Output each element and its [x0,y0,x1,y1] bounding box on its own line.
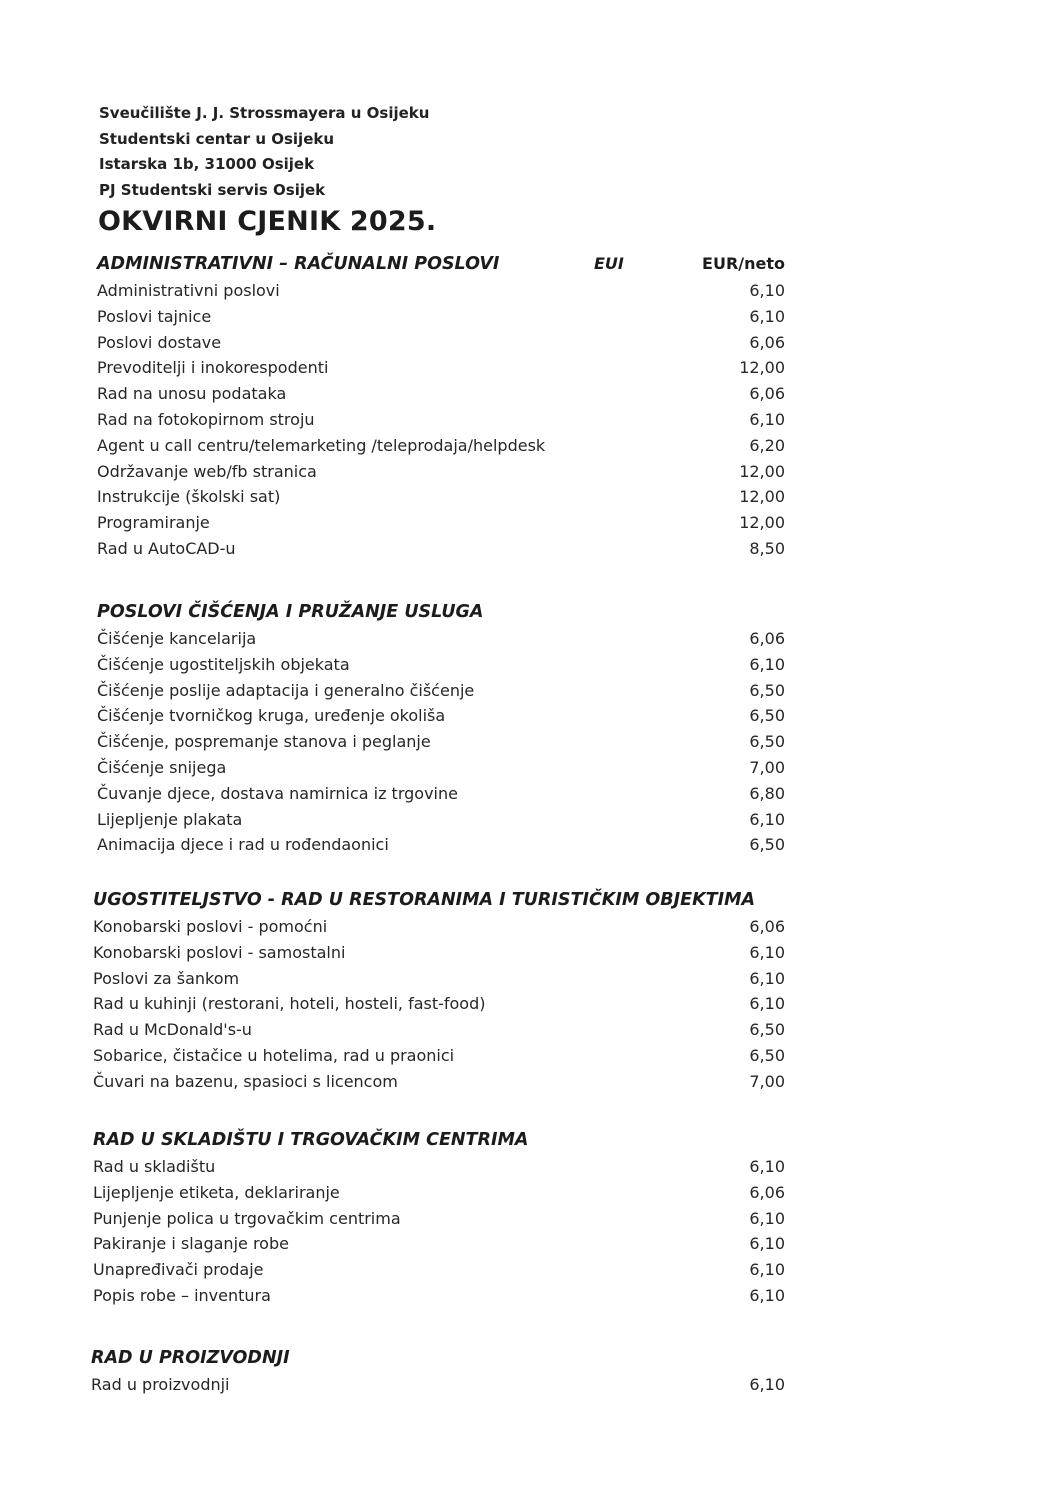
student-center-name: Studentski centar u Osijeku [99,129,335,148]
job-label: Punjenje polica u trgovačkim centrima [93,1208,401,1228]
job-price: 6,50 [749,835,785,855]
price-row [97,729,797,755]
job-price: 6,10 [749,809,785,829]
job-label: Čišćenje kancelarija [97,629,257,648]
job-label: Čišćenje tvorničkog kruga, uređenje okoliša [97,706,446,726]
price-row [97,536,797,562]
price-row [97,781,797,807]
section-administrative [97,250,797,562]
job-price: 12,00 [739,461,785,481]
job-price: 6,10 [749,1208,785,1228]
section-cleaning-services [97,598,797,858]
university-name: Sveučilište J. J. Strossmayera u Osijeku [99,104,430,122]
price-row [93,1154,793,1180]
section-heading-text: ADMINISTRATIVNI – RAČUNALNI POSLOVI [97,254,500,274]
price-row [93,940,793,966]
job-label: Održavanje web/fb stranica [97,461,317,481]
job-price: 6,10 [749,306,785,326]
price-row [97,381,797,407]
job-label: Poslovi dostave [97,332,222,352]
job-label: Prevoditelji i inokorespodenti [97,358,329,378]
job-label: Poslovi za šankom [93,968,240,988]
job-price: 6,10 [749,994,785,1014]
section-heading [97,250,797,278]
unit-name: PJ Studentski servis Osijek [99,180,326,199]
job-label: Instrukcije (školski sat) [97,487,281,507]
section-warehouse-retail [93,1126,793,1309]
job-label: Čuvari na bazenu, spasioci s licencom [93,1071,398,1091]
price-row [97,807,797,833]
job-label: Programiranje [97,513,210,533]
job-price: 6,50 [749,732,785,752]
section-hospitality [93,886,793,1095]
price-row [93,1231,793,1257]
job-price: 6,10 [749,654,785,674]
price-row [97,355,797,381]
section-heading-text: UGOSTITELJSTVO - RAD U RESTORANIMA I TURISTIČKIM OBJEKTIMA [93,890,756,910]
job-label: Rad u kuhinji (restorani, hoteli, hosteli, fast-food) [93,994,486,1014]
price-row [97,484,797,510]
price-row [97,330,797,356]
price-row [97,510,797,536]
job-price: 7,00 [749,757,785,777]
job-label: Rad na fotokopirnom stroju [97,409,315,429]
job-price: 6,10 [749,1285,785,1305]
job-label: Rad u proizvodnji [91,1375,230,1394]
job-label: Čišćenje ugostiteljskih objekata [97,654,350,674]
address: Istarska 1b, 31000 Osijek [99,155,315,174]
document-title: OKVIRNI CJENIK 2025. [98,206,437,237]
job-label: Rad u AutoCAD-u [97,538,236,558]
price-row [93,1206,793,1232]
section-heading-text: RAD U PROIZVODNJI [91,1348,290,1368]
price-row [97,459,797,485]
job-label: Agent u call centru/telemarketing /teleprodaja/helpdesk [97,435,546,455]
price-row [91,1372,791,1398]
job-label: Popis robe – inventura [93,1285,271,1305]
column-header-eur-neto: EUR/neto [702,254,785,273]
job-price: 6,80 [749,783,785,803]
job-price: 6,20 [749,435,785,455]
section-heading [91,1344,791,1372]
job-price: 6,10 [749,968,785,988]
job-label: Rad na unosu podataka [97,384,287,404]
section-heading [97,598,797,626]
job-price: 12,00 [739,513,785,533]
section-production [91,1344,791,1398]
job-price: 6,06 [749,917,785,936]
price-row [93,966,793,992]
price-row [97,278,797,304]
job-price: 6,10 [749,1260,785,1280]
price-row [93,914,793,940]
job-price: 6,06 [749,629,785,648]
price-row [93,991,793,1017]
section-heading-text: RAD U SKLADIŠTU I TRGOVAČKIM CENTRIMA [93,1130,529,1150]
price-row [93,1017,793,1043]
job-label: Lijepljenje plakata [97,809,243,829]
job-label: Rad u McDonald's-u [93,1020,252,1040]
price-row [93,1180,793,1206]
job-price: 6,50 [749,680,785,700]
job-label: Lijepljenje etiketa, deklariranje [93,1182,340,1202]
job-label: Rad u skladištu [93,1157,216,1176]
job-label: Sobarice, čistačice u hotelima, rad u praonici [93,1045,455,1065]
price-row [93,1283,793,1309]
job-price: 6,50 [749,1020,785,1040]
section-heading [93,886,793,914]
price-row [97,652,797,678]
job-price: 6,10 [749,281,785,300]
job-price: 7,00 [749,1071,785,1091]
price-row [97,832,797,858]
job-label: Administrativni poslovi [97,281,280,300]
job-price: 6,10 [749,942,785,962]
price-row [97,304,797,330]
section-heading [93,1126,793,1154]
job-price: 6,10 [749,1234,785,1254]
column-header-eui: EUI [594,254,624,273]
job-label: Animacija djece i rad u rođendaonici [97,835,389,855]
job-price: 6,10 [749,1157,785,1176]
price-row [97,407,797,433]
job-price: 6,50 [749,706,785,726]
job-price: 6,06 [749,384,785,404]
price-row [97,678,797,704]
price-row [97,703,797,729]
price-row [97,755,797,781]
organization-header [99,101,429,203]
job-price: 6,10 [749,409,785,429]
job-label: Pakiranje i slaganje robe [93,1234,289,1254]
job-price: 12,00 [739,358,785,378]
job-price: 6,10 [749,1375,785,1394]
job-price: 8,50 [749,538,785,558]
job-label: Unapređivači prodaje [93,1260,264,1280]
job-label: Čišćenje poslije adaptacija i generalno čišćenje [97,680,475,700]
price-row [97,433,797,459]
price-row [93,1043,793,1069]
job-label: Čišćenje, pospremanje stanova i peglanje [97,732,431,752]
job-label: Konobarski poslovi - pomoćni [93,917,328,936]
job-price: 6,50 [749,1045,785,1065]
job-price: 6,06 [749,1182,785,1202]
section-heading-text: POSLOVI ČIŠĆENJA I PRUŽANJE USLUGA [97,602,484,622]
job-price: 12,00 [739,487,785,507]
job-label: Konobarski poslovi - samostalni [93,942,346,962]
price-row [97,626,797,652]
job-price: 6,06 [749,332,785,352]
job-label: Čuvanje djece, dostava namirnica iz trgovine [97,783,458,803]
price-row [93,1069,793,1095]
price-row [93,1257,793,1283]
job-label: Poslovi tajnice [97,306,212,326]
job-label: Čišćenje snijega [97,757,227,777]
